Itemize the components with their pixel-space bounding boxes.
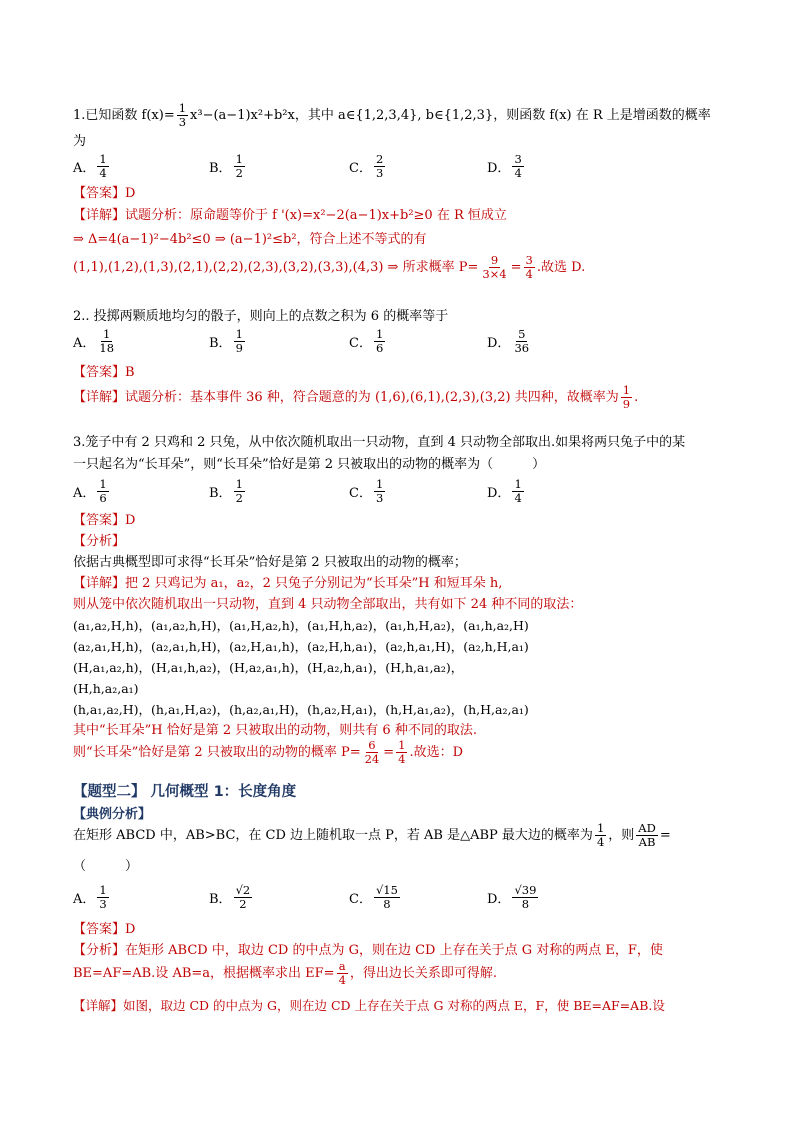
section-option-d[interactable]: D． $\frac{√39}{8}$: [487, 883, 537, 911]
q3-answer: 【答案】D: [73, 513, 136, 528]
q3-detail-3: 其中“长耳朵”H 恰好是第 2 只被取出的动物，则共有 6 种不同的取法.: [73, 723, 477, 738]
section-stem-fraction-2: $\frac{AD}{AB}$: [638, 821, 656, 849]
section-stem: 在矩形 ABCD 中，AB>BC，在 CD 边上随机取一点 P，若 AB 是△ABP 最大边的概率为 $\frac{1}{4}$ ，则 $\frac{AD}{AB}$ =: [73, 821, 671, 849]
q2-stem: 2.. 投掷两颗质地均匀的骰子，则向上的点数之积为 6 的概率等于: [73, 309, 449, 324]
q3-detail-2: 则从笼中依次随机取出一只动物，直到 4 只动物全部取出，共有如下 24 种不同的取法：: [73, 597, 583, 612]
section-option-a[interactable]: A． $\frac{1}{3}$: [73, 883, 107, 911]
q3-option-b[interactable]: B． $\frac{1}{2}$: [209, 477, 243, 505]
q2-option-d[interactable]: D． $\frac{5}{36}$: [487, 327, 530, 355]
q3-row-1: (a₁,a₂,H,h)，(a₁,a₂,h,H)，(a₁,H,a₂,h)，(a₁,H,h,a₂)，(a₁,h,H,a₂)，(a₁,h,a₂,H): [73, 618, 529, 633]
q2-option-a[interactable]: A． $\frac{1}{18}$: [73, 327, 115, 355]
section-options: [73, 884, 723, 912]
section-answer: 【答案】D: [73, 922, 136, 937]
q1-stem-line2: 为: [73, 134, 87, 149]
section-stem-line2: （ ）: [73, 859, 139, 874]
q1-prob-fraction-1: $\frac{9}{3\times 4}$: [482, 253, 507, 281]
q2-answer: 【答案】B: [73, 365, 135, 380]
q3-row-2: (a₂,a₁,H,h)，(a₂,a₁,h,H)，(a₂,H,a₁,h)，(a₂,H,h,a₁)，(a₂,h,a₁,H)，(a₂,h,H,a₁): [73, 639, 529, 654]
section-detail: 【详解】如图，取边 CD 的中点为 G，则在边 CD 上存在关于点 G 对称的两点 E，F，使 BE=AF=AB.设: [73, 998, 665, 1013]
q3-option-a[interactable]: A． $\frac{1}{6}$: [73, 477, 107, 505]
q3-detail-1: 【详解】把 2 只鸡记为 a₁，a₂，2 只兔子分别记为“长耳朵”H 和短耳朵 h,: [73, 576, 503, 591]
q3-row-5: (h,a₁,a₂,H)，(h,a₁,H,a₂)，(h,a₂,a₁,H)，(h,a₂,H,a₁)，(h,H,a₁,a₂)，(h,H,a₂,a₁): [73, 702, 529, 717]
q3-option-c[interactable]: C． $\frac{1}{3}$: [349, 477, 384, 505]
q1-detail-1: 【详解】试题分析：原命题等价于 f '(x)=x²−2(a−1)x+b²≥0 在 R 恒成立: [73, 208, 507, 223]
q1-detail-3: (1,1),(1,2),(1,3),(2,1),(2,2),(2,3),(3,2),(3,3),(4,3) ⇒ 所求概率 P= $\frac{9}{3\times 4}$ = $\frac{3}{4}$ .故选 D.: [73, 253, 586, 281]
q3-prob-fraction-1: $\frac{6}{24}$: [364, 738, 380, 766]
q2-options: [73, 328, 723, 356]
q3-row-4: (H,h,a₂,a₁): [73, 681, 139, 696]
section-option-c[interactable]: C． $\frac{√15}{8}$: [349, 883, 398, 911]
q1-stem: [73, 101, 723, 131]
section-analysis-1: 【分析】在矩形 ABCD 中，取边 CD 的中点为 G，则在边 CD 上存在关于点 G 对称的两点 E，F，使: [73, 943, 663, 958]
q2-option-c[interactable]: C． $\frac{1}{6}$: [349, 327, 384, 355]
q1-option-c[interactable]: C． $\frac{2}{3}$: [349, 152, 384, 180]
q1-answer: 【答案】D: [73, 186, 136, 201]
q3-row-3: (H,a₁,a₂,h)，(H,a₁,h,a₂)，(H,a₂,a₁,h)，(H,a₂,h,a₁)，(H,h,a₁,a₂)，: [73, 660, 464, 675]
section-analysis-2: BE=AF=AB.设 AB=a，根据概率求出 EF= $\frac{a}{4}$ ，得出边长关系即可得解.: [73, 959, 498, 987]
section-stem-fraction-1: $\frac{1}{4}$: [596, 821, 605, 849]
q1-prob-fraction-2: $\frac{3}{4}$: [525, 253, 533, 281]
section-analysis-fraction: $\frac{a}{4}$: [338, 959, 346, 987]
q1-stem-fraction: $\frac{1}{3}$: [178, 101, 187, 129]
q3-option-d[interactable]: D． $\frac{1}{4}$: [487, 477, 522, 505]
q1-detail-2: ⇒ Δ=4(a−1)²−4b²≤0 ⇒ (a−1)²≤b²，符合上述不等式的有: [73, 232, 427, 247]
q1-stem-start: 1.已知函数 f(x)=: [73, 108, 175, 123]
q2-option-b[interactable]: B． $\frac{1}{9}$: [209, 327, 243, 355]
section-subheading: 【典例分析】: [73, 807, 152, 822]
q1-options: [73, 153, 723, 181]
q2-detail: 【详解】试题分析：基本事件 36 种，符合题意的为 (1,6),(6,1),(2,3),(3,2) 共四种，故概率为 $\frac{1}{9}$ .: [73, 383, 639, 411]
q3-options: [73, 478, 723, 506]
q1-option-b[interactable]: B． $\frac{1}{2}$: [209, 152, 243, 180]
q1-option-d[interactable]: D． $\frac{3}{4}$: [487, 152, 522, 180]
q3-detail-4: 则“长耳朵”恰好是第 2 只被取出的动物的概率 P= $\frac{6}{24}$ = $\frac{1}{4}$ .故选：D: [73, 738, 464, 766]
q1-stem-rest: x³−(a−1)x²+b²x，其中 a∈{1,2,3,4}, b∈{1,2,3}，则函数 f(x) 在 R 上是增函数的概率: [190, 108, 711, 123]
q3-analysis-label: 【分析】: [73, 534, 126, 549]
q3-stem-2: 一只起名为“长耳朵”，则“长耳朵”恰好是第 2 只被取出的动物的概率为（ ）: [73, 457, 546, 472]
section-option-b[interactable]: B． $\frac{√2}{2}$: [209, 883, 251, 911]
q3-stem-1: 3.笼子中有 2 只鸡和 2 只兔，从中依次随机取出一只动物，直到 4 只动物全部取出.如果将两只兔子中的某: [73, 435, 686, 450]
q2-prob-fraction: $\frac{1}{9}$: [622, 383, 631, 411]
q3-analysis: 依据古典概型即可求得“长耳朵”恰好是第 2 只被取出的动物的概率；: [73, 555, 467, 570]
q3-prob-fraction-2: $\frac{1}{4}$: [398, 738, 406, 766]
section-heading: 【题型二】 几何概型 1：长度角度: [73, 784, 297, 800]
q1-option-a[interactable]: A． $\frac{1}{4}$: [73, 152, 107, 180]
